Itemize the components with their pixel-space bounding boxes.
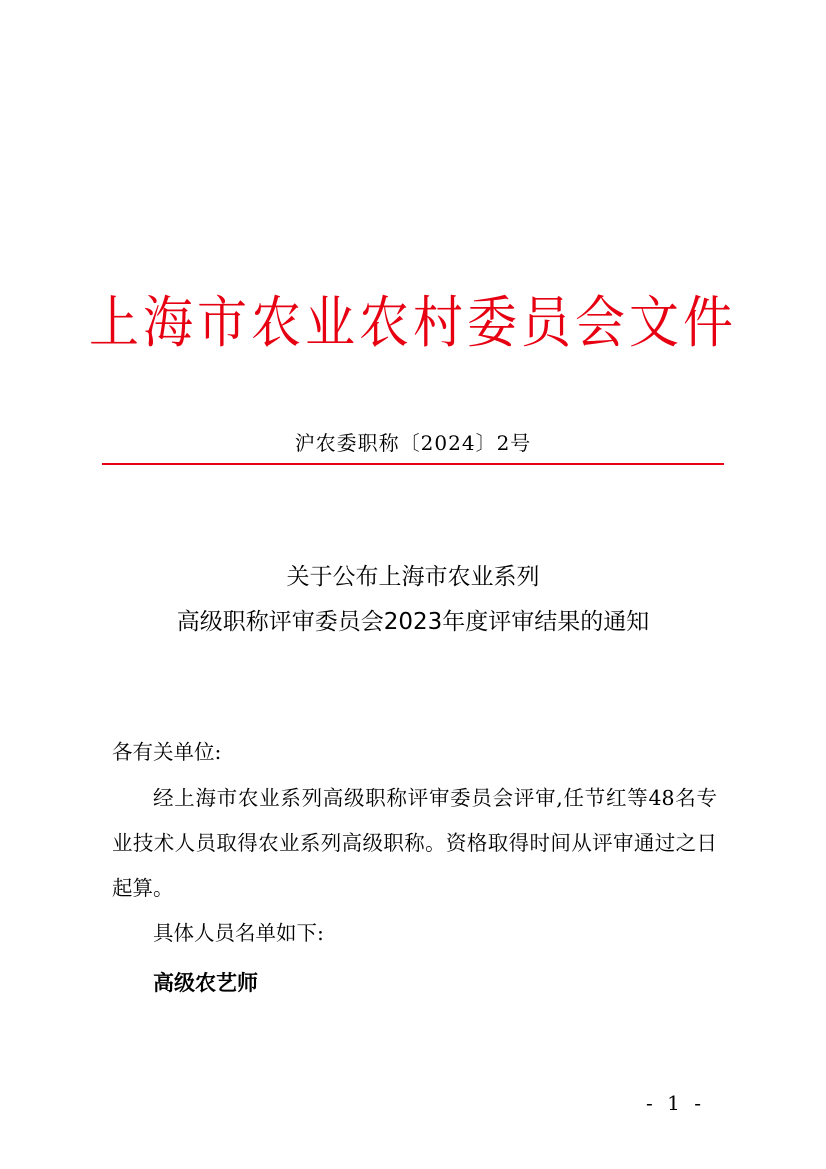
body-paragraph: 经上海市农业系列高级职称评审委员会评审,任节红等48名专业技术人员取得农业系列高级职称。资格取得时间从评审通过之日起算。	[112, 786, 717, 900]
notice-title-line-1: 关于公布上海市农业系列	[286, 564, 540, 590]
masthead-title: 上海市农业农村委员会文件	[89, 290, 737, 356]
document-number: 沪农委职称〔2024〕2号	[294, 431, 532, 455]
page-number: - 1 -	[646, 1091, 705, 1115]
notice-title-line-2: 高级职称评审委员会2023年度评审结果的通知	[176, 609, 650, 635]
section-heading: 高级农艺师	[153, 970, 258, 995]
salutation: 各有关单位:	[112, 740, 222, 764]
red-header-rule	[102, 463, 724, 465]
list-intro: 具体人员名单如下:	[153, 921, 324, 945]
